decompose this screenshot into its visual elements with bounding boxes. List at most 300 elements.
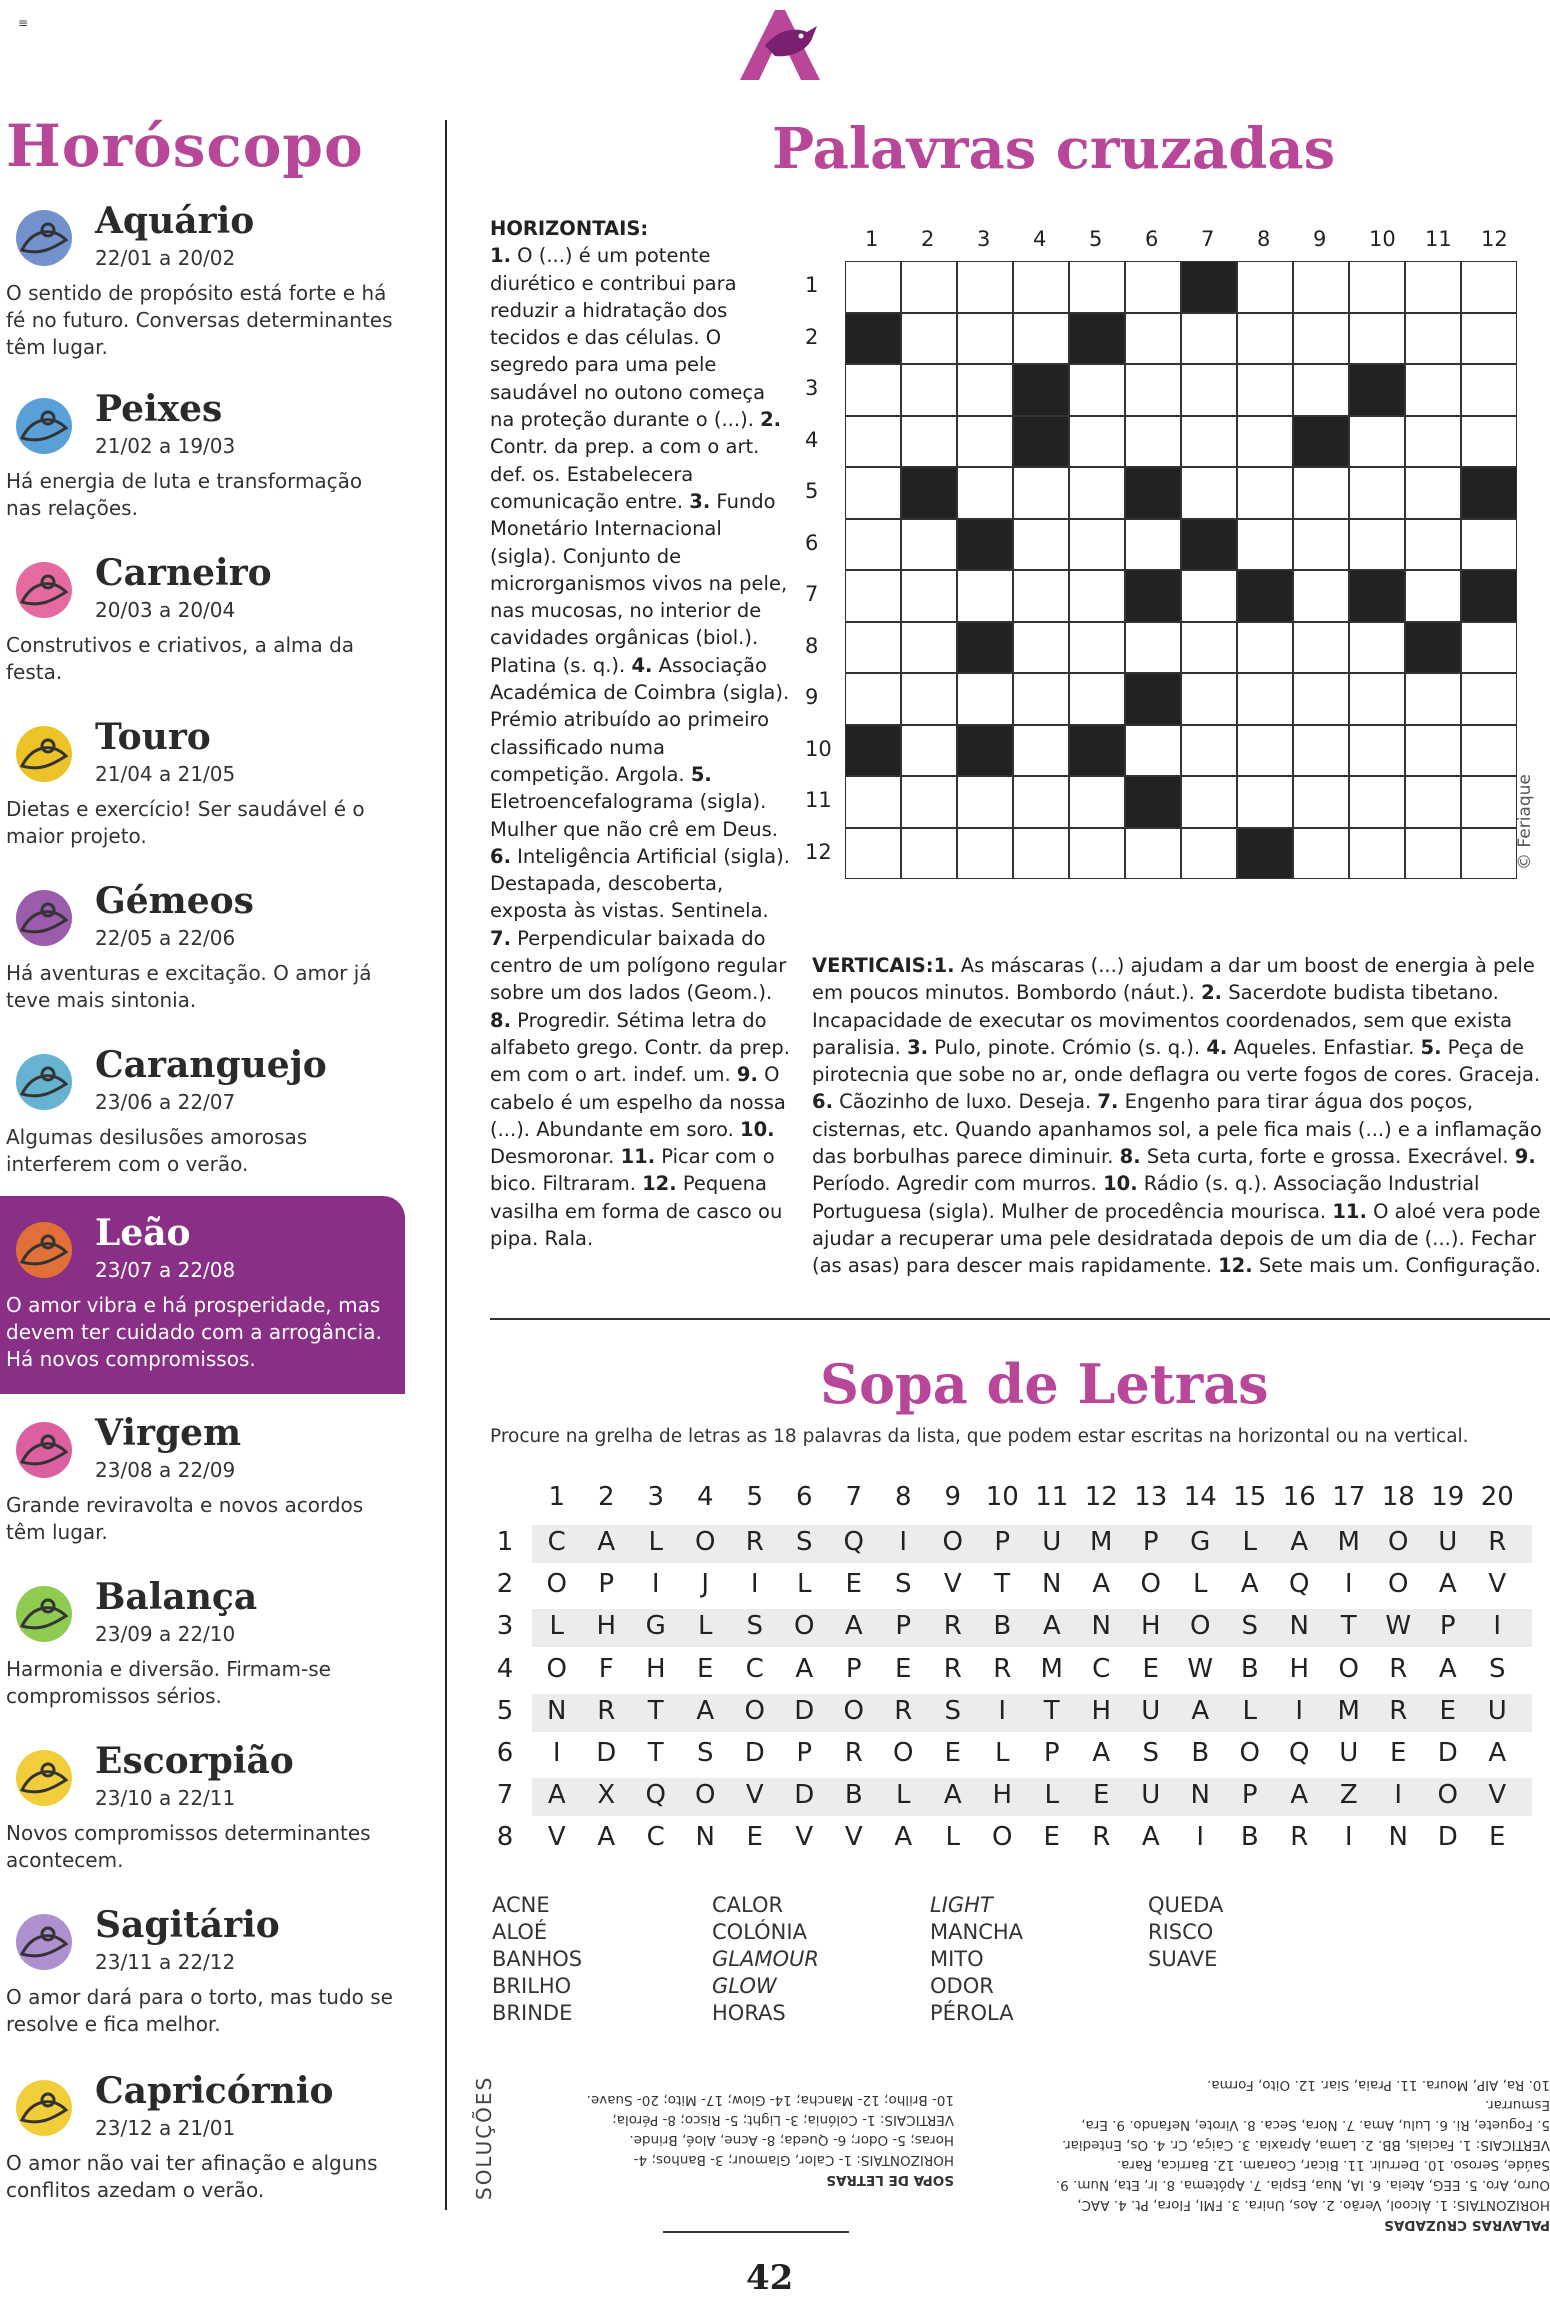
letter-cell[interactable]: A [1191, 1695, 1210, 1726]
crossword-cell[interactable] [1293, 467, 1349, 519]
crossword-cell[interactable] [1461, 725, 1517, 777]
zodiac-sign-dates: 21/04 a 21/05 [95, 762, 236, 786]
crossword-cell[interactable] [1181, 467, 1237, 519]
crossword-cell[interactable] [1013, 776, 1069, 828]
letter-cell[interactable]: N [1289, 1611, 1309, 1642]
crossword-cell[interactable] [901, 828, 957, 880]
crossword-cell[interactable] [901, 725, 957, 777]
letter-cell[interactable]: W [1385, 1611, 1412, 1642]
crossword-cell[interactable] [957, 828, 1013, 880]
letter-cell[interactable]: E [1439, 1695, 1456, 1726]
letter-cell[interactable]: X [597, 1780, 616, 1811]
crossword-cell[interactable] [1293, 828, 1349, 880]
letter-cell[interactable]: C [547, 1527, 566, 1557]
zodiac-icon [8, 388, 86, 466]
letter-cell[interactable]: J [701, 1569, 710, 1600]
crossword-cell[interactable] [1349, 416, 1405, 468]
letter-cell[interactable]: O [1190, 1611, 1211, 1642]
clue-number: 3. [689, 489, 711, 513]
crossword-cell[interactable] [901, 673, 957, 725]
letter-cell[interactable]: O [893, 1738, 914, 1768]
crossword-cell[interactable] [1013, 570, 1069, 622]
crossword-cell[interactable] [845, 673, 901, 725]
zodiac-sign-dates: 23/10 a 22/11 [95, 1786, 236, 1810]
letter-cell[interactable]: M [1090, 1527, 1113, 1557]
crossword-cell[interactable] [1237, 416, 1293, 468]
crossword-cell[interactable] [1125, 364, 1181, 416]
word-item: BRINDE [492, 2001, 573, 2025]
crossword-cell[interactable] [845, 416, 901, 468]
letter-cell[interactable]: E [1142, 1653, 1159, 1684]
crossword-cell[interactable] [1405, 364, 1461, 416]
letter-cell[interactable]: H [1140, 1611, 1161, 1642]
crossword-cell[interactable] [1293, 622, 1349, 674]
crossword-cell[interactable] [1237, 776, 1293, 828]
letter-cell[interactable]: P [994, 1527, 1011, 1557]
letter-cell[interactable]: N [547, 1695, 567, 1726]
crossword-cell[interactable] [1125, 725, 1181, 777]
crossword-cell[interactable] [1293, 261, 1349, 313]
letter-cell[interactable]: A [1488, 1738, 1507, 1768]
letter-cell[interactable]: O [1140, 1569, 1161, 1600]
letter-cell[interactable]: S [944, 1695, 961, 1726]
letter-cell[interactable]: T [1340, 1611, 1357, 1642]
letter-cell[interactable]: Z [1339, 1780, 1358, 1811]
crossword-cell[interactable] [1125, 519, 1181, 571]
letter-cell[interactable]: L [945, 1822, 960, 1853]
letter-cell[interactable]: V [547, 1822, 566, 1853]
letter-cell[interactable]: A [1438, 1569, 1457, 1600]
letter-cell[interactable]: S [1142, 1738, 1159, 1768]
letter-cell[interactable]: V [745, 1780, 764, 1811]
letter-cell[interactable]: H [645, 1653, 666, 1684]
letter-cell[interactable]: B [844, 1780, 863, 1811]
letter-cell[interactable]: E [1043, 1822, 1060, 1853]
letter-cell[interactable]: A [1240, 1569, 1259, 1600]
letter-cell[interactable]: E [697, 1653, 714, 1684]
letter-cell[interactable]: I [998, 1695, 1007, 1726]
column-number: 9 [944, 1482, 962, 1512]
crossword-cell[interactable] [1237, 313, 1293, 365]
letter-cell[interactable]: B [1191, 1738, 1210, 1768]
column-number: 20 [1480, 1482, 1514, 1512]
crossword-cell[interactable] [1461, 416, 1517, 468]
letter-cell[interactable]: H [992, 1780, 1013, 1811]
crossword-cell[interactable] [1405, 776, 1461, 828]
letter-cell[interactable]: E [895, 1653, 912, 1684]
letter-cell[interactable]: S [1241, 1611, 1258, 1642]
letter-cell[interactable]: Q [1289, 1569, 1310, 1600]
letter-cell[interactable]: O [794, 1611, 815, 1642]
letter-cell[interactable]: A [1438, 1653, 1457, 1684]
letter-cell[interactable]: I [1196, 1822, 1205, 1853]
crossword-black-cell [1125, 673, 1181, 725]
letter-cell[interactable]: D [1437, 1822, 1458, 1853]
column-divider [445, 120, 447, 2210]
letter-cell[interactable]: G [645, 1611, 666, 1642]
letter-cell[interactable]: V [943, 1569, 962, 1600]
letter-cell[interactable]: M [1337, 1695, 1360, 1726]
zodiac-icon [8, 716, 86, 794]
letter-cell[interactable]: A [1290, 1527, 1309, 1557]
letter-cell[interactable]: P [796, 1738, 813, 1768]
crossword-cell[interactable] [1181, 364, 1237, 416]
letter-cell[interactable]: P [845, 1653, 862, 1684]
crossword-cell[interactable] [1125, 828, 1181, 880]
letter-cell[interactable]: L [648, 1527, 663, 1557]
letter-cell[interactable]: S [696, 1738, 714, 1768]
crossword-cell[interactable] [1349, 467, 1405, 519]
letter-cell[interactable]: W [1187, 1653, 1214, 1684]
letter-cell[interactable]: O [695, 1527, 716, 1557]
letter-cell[interactable]: A [696, 1695, 715, 1726]
crossword-cell[interactable] [1349, 776, 1405, 828]
letter-cell[interactable]: I [1394, 1780, 1403, 1811]
letter-cell[interactable]: T [647, 1695, 664, 1726]
letter-cell[interactable]: A [894, 1822, 913, 1853]
crossword-cell[interactable] [1405, 313, 1461, 365]
crossword-cell[interactable] [1349, 673, 1405, 725]
crossword-cell[interactable] [845, 828, 901, 880]
letter-cell[interactable]: U [1487, 1695, 1507, 1726]
letter-cell[interactable]: I [750, 1569, 759, 1600]
crossword-cell[interactable] [1405, 416, 1461, 468]
crossword-cell[interactable] [1125, 622, 1181, 674]
crossword-cell[interactable] [901, 622, 957, 674]
crossword-cell[interactable] [1181, 828, 1237, 880]
crossword-cell[interactable] [1069, 416, 1125, 468]
letter-cell[interactable]: D [744, 1738, 765, 1768]
letter-cell[interactable]: R [894, 1695, 913, 1726]
crossword-cell[interactable] [1125, 261, 1181, 313]
crossword-cell[interactable] [957, 313, 1013, 365]
letter-cell[interactable]: O [843, 1695, 864, 1726]
letter-cell[interactable]: O [942, 1527, 963, 1557]
letter-cell[interactable]: U [1141, 1695, 1161, 1726]
crossword-cell[interactable] [901, 570, 957, 622]
crossword-cell[interactable] [901, 313, 957, 365]
letter-cell[interactable]: N [1388, 1822, 1408, 1853]
crossword-cell[interactable] [1405, 828, 1461, 880]
solution-line: 10- Brilho; 12- Mancha; 14- Glow; 17- Mito; 20- Suave. [586, 2092, 954, 2108]
crossword-cell[interactable] [1349, 261, 1405, 313]
zodiac-icon [8, 1412, 86, 1490]
letter-cell[interactable]: L [995, 1738, 1010, 1768]
letter-cell[interactable]: S [746, 1611, 763, 1642]
crossword-cell[interactable] [1181, 776, 1237, 828]
letter-cell[interactable]: B [1240, 1822, 1259, 1853]
crossword-cell[interactable] [1013, 519, 1069, 571]
crossword-cell[interactable] [1349, 313, 1405, 365]
crossword-cell[interactable] [1013, 313, 1069, 365]
letter-cell[interactable]: L [1242, 1695, 1257, 1726]
letter-cell[interactable]: O [695, 1780, 716, 1811]
crossword-cell[interactable] [1461, 364, 1517, 416]
crossword-cell[interactable] [1181, 673, 1237, 725]
letter-cell[interactable]: H [596, 1611, 617, 1642]
crossword-cell[interactable] [1013, 622, 1069, 674]
letter-cell[interactable]: E [1390, 1738, 1407, 1768]
crossword-cell[interactable] [1069, 673, 1125, 725]
letter-cell[interactable]: R [597, 1695, 616, 1726]
letter-cell[interactable]: L [1193, 1569, 1208, 1600]
letter-cell[interactable]: V [1488, 1569, 1507, 1600]
crossword-cell[interactable] [1237, 725, 1293, 777]
letter-cell[interactable]: A [943, 1780, 962, 1811]
letter-cell[interactable]: O [1338, 1653, 1359, 1684]
crossword-cell[interactable] [957, 570, 1013, 622]
letter-cell[interactable]: O [1388, 1527, 1409, 1557]
crossword-cell[interactable] [1069, 776, 1125, 828]
letter-cell[interactable]: B [993, 1611, 1012, 1642]
letter-cell[interactable]: N [1091, 1611, 1111, 1642]
crossword-cell[interactable] [1349, 622, 1405, 674]
letter-cell[interactable]: V [795, 1822, 814, 1853]
crossword-cell[interactable] [957, 364, 1013, 416]
letter-cell[interactable]: T [1043, 1695, 1060, 1726]
letter-cell[interactable]: I [1295, 1695, 1304, 1726]
letter-cell[interactable]: E [1093, 1780, 1110, 1811]
crossword-cell[interactable] [1405, 261, 1461, 313]
letter-cell[interactable]: N [1042, 1569, 1062, 1600]
crossword-cell[interactable] [1293, 313, 1349, 365]
crossword-cell[interactable] [1069, 622, 1125, 674]
letter-cell[interactable]: O [1437, 1780, 1458, 1811]
crossword-cell[interactable] [1181, 313, 1237, 365]
letter-cell[interactable]: R [993, 1653, 1012, 1684]
letter-cell[interactable]: R [745, 1527, 764, 1557]
crossword-cell[interactable] [901, 776, 957, 828]
zodiac-icon [8, 2070, 86, 2148]
letter-cell[interactable]: I [899, 1527, 908, 1557]
letter-cell[interactable]: F [598, 1653, 614, 1684]
crossword-cell[interactable] [957, 261, 1013, 313]
letter-cell[interactable]: P [1241, 1780, 1258, 1811]
zodiac-sign-5 [0, 880, 405, 1030]
letter-cell[interactable]: L [698, 1611, 713, 1642]
letter-cell[interactable]: H [1289, 1653, 1310, 1684]
letter-cell[interactable]: P [1142, 1527, 1159, 1557]
letter-cell[interactable]: I [1344, 1569, 1353, 1600]
crossword-cell[interactable] [1013, 725, 1069, 777]
letter-cell[interactable]: I [552, 1738, 561, 1768]
letter-cell[interactable]: H [1091, 1695, 1112, 1726]
crossword-cell[interactable] [1237, 261, 1293, 313]
crossword-cell[interactable] [1181, 416, 1237, 468]
letter-cell[interactable]: I [1344, 1822, 1353, 1853]
letter-cell[interactable]: U [1141, 1780, 1161, 1811]
letter-cell[interactable]: V [844, 1822, 863, 1853]
letter-cell[interactable]: C [745, 1653, 764, 1684]
crossword-cell[interactable] [1069, 261, 1125, 313]
letter-cell[interactable]: A [1141, 1822, 1160, 1853]
letter-cell[interactable]: L [896, 1780, 911, 1811]
letter-cell[interactable]: D [1437, 1738, 1458, 1768]
letter-cell[interactable]: O [1388, 1569, 1409, 1600]
crossword-cell[interactable] [901, 416, 957, 468]
crossword-cell[interactable] [1069, 828, 1125, 880]
letter-cell[interactable]: O [1239, 1738, 1260, 1768]
letter-cell[interactable]: A [1290, 1780, 1309, 1811]
letter-cell[interactable]: I [1493, 1611, 1502, 1642]
crossword-cell[interactable] [845, 776, 901, 828]
letter-cell[interactable]: B [1240, 1653, 1259, 1684]
crossword-cell[interactable] [1181, 622, 1237, 674]
letter-cell[interactable]: Q [1289, 1738, 1310, 1768]
crossword-cell[interactable] [1013, 467, 1069, 519]
letter-cell[interactable]: O [744, 1695, 765, 1726]
letter-cell[interactable]: D [794, 1695, 815, 1726]
menu-icon[interactable]: ≡ [18, 16, 29, 30]
crossword-cell[interactable] [1405, 725, 1461, 777]
crossword-cell[interactable] [1461, 776, 1517, 828]
letter-cell[interactable]: L [1044, 1780, 1059, 1811]
crossword-cell[interactable] [1349, 828, 1405, 880]
crossword-cell[interactable] [1349, 725, 1405, 777]
crossword-cell[interactable] [1293, 776, 1349, 828]
crossword-cell[interactable] [1013, 673, 1069, 725]
crossword-cell[interactable] [845, 570, 901, 622]
letter-cell[interactable]: A [597, 1527, 616, 1557]
crossword-cell[interactable] [1405, 570, 1461, 622]
letter-cell[interactable]: R [943, 1611, 962, 1642]
letter-cell[interactable]: O [992, 1822, 1013, 1853]
letter-cell[interactable]: R [844, 1738, 863, 1768]
crossword-cell[interactable] [1405, 467, 1461, 519]
letter-cell[interactable]: A [597, 1822, 616, 1853]
letter-cell[interactable]: S [1488, 1653, 1506, 1684]
letter-cell[interactable]: E [1489, 1822, 1506, 1853]
letter-cell[interactable]: E [845, 1569, 862, 1600]
crossword-cell[interactable] [1461, 261, 1517, 313]
crossword-cell[interactable] [1349, 519, 1405, 571]
letter-cell[interactable]: A [1092, 1738, 1111, 1768]
letter-cell[interactable]: S [894, 1569, 912, 1600]
letter-cell[interactable]: R [1389, 1695, 1408, 1726]
crossword-cell[interactable] [957, 776, 1013, 828]
crossword-cell[interactable] [1237, 519, 1293, 571]
letter-cell[interactable]: P [598, 1569, 615, 1600]
crossword-cell[interactable] [1293, 725, 1349, 777]
letter-cell[interactable]: A [547, 1780, 566, 1811]
crossword-cell[interactable] [901, 519, 957, 571]
crossword-cell[interactable] [1405, 673, 1461, 725]
letter-cell[interactable]: D [794, 1780, 815, 1811]
letter-cell[interactable]: N [1190, 1780, 1210, 1811]
letter-cell[interactable]: U [1339, 1738, 1359, 1768]
crossword-cell[interactable] [1069, 570, 1125, 622]
letter-cell[interactable]: A [1092, 1569, 1111, 1600]
letter-cell[interactable]: C [1092, 1653, 1111, 1684]
crossword-cell[interactable] [1237, 673, 1293, 725]
crossword-cell[interactable] [1069, 519, 1125, 571]
crossword-cell[interactable] [957, 673, 1013, 725]
letter-cell[interactable]: T [647, 1738, 664, 1768]
letter-cell[interactable]: U [1438, 1527, 1458, 1557]
crossword-cell[interactable] [1293, 673, 1349, 725]
crossword-cell[interactable] [1461, 673, 1517, 725]
crossword-cell[interactable] [1293, 570, 1349, 622]
crossword-cell[interactable] [901, 364, 957, 416]
letter-cell[interactable]: I [651, 1569, 660, 1600]
letter-cell[interactable]: G [1190, 1527, 1211, 1557]
crossword-cell[interactable] [1405, 519, 1461, 571]
crossword-cell[interactable] [1069, 467, 1125, 519]
crossword-cell[interactable] [845, 364, 901, 416]
letter-cell[interactable]: D [596, 1738, 617, 1768]
crossword-cell[interactable] [845, 519, 901, 571]
letter-cell[interactable]: O [546, 1653, 567, 1684]
crossword-cell[interactable] [1293, 519, 1349, 571]
letter-cell[interactable]: R [1389, 1653, 1408, 1684]
letter-cell[interactable]: R [1488, 1527, 1507, 1557]
letter-cell[interactable]: N [695, 1822, 715, 1853]
letter-cell[interactable]: Q [843, 1527, 864, 1557]
crossword-cell[interactable] [1461, 519, 1517, 571]
letter-cell[interactable]: L [797, 1569, 812, 1600]
letter-cell[interactable]: P [1043, 1738, 1060, 1768]
crossword-black-cell [1405, 622, 1461, 674]
crossword-cell[interactable] [1461, 313, 1517, 365]
crossword-cell[interactable] [957, 467, 1013, 519]
crossword-cell[interactable] [1125, 313, 1181, 365]
crossword-cell[interactable] [1461, 828, 1517, 880]
letter-cell[interactable]: R [943, 1653, 962, 1684]
crossword-cell[interactable] [1293, 364, 1349, 416]
crossword-solutions [1030, 2075, 1550, 2235]
letter-cell[interactable]: P [895, 1611, 912, 1642]
letter-cell[interactable]: E [746, 1822, 763, 1853]
crossword-cell[interactable] [1069, 364, 1125, 416]
crossword-cell[interactable] [957, 416, 1013, 468]
letter-cell[interactable]: R [1092, 1822, 1111, 1853]
letter-cell[interactable]: M [1040, 1653, 1063, 1684]
letter-cell[interactable]: A [1042, 1611, 1061, 1642]
crossword-cell[interactable] [1181, 725, 1237, 777]
crossword-cell[interactable] [845, 467, 901, 519]
letter-cell[interactable]: L [1242, 1527, 1257, 1557]
letter-cell[interactable]: P [1439, 1611, 1456, 1642]
letter-cell[interactable]: U [1042, 1527, 1062, 1557]
letter-cell[interactable]: S [795, 1527, 813, 1557]
letter-cell[interactable]: L [549, 1611, 564, 1642]
crossword-cell[interactable] [1237, 622, 1293, 674]
crossword-black-cell [1125, 570, 1181, 622]
letter-cell[interactable]: V [1488, 1780, 1507, 1811]
crossword-cell[interactable] [1013, 261, 1069, 313]
letter-cell[interactable]: A [795, 1653, 814, 1684]
row-number: 6 [805, 530, 819, 555]
letter-cell[interactable]: C [646, 1822, 665, 1853]
letter-cell[interactable]: A [844, 1611, 863, 1642]
crossword-cell[interactable] [1013, 828, 1069, 880]
letter-cell[interactable]: M [1337, 1527, 1360, 1557]
crossword-cell[interactable] [1125, 416, 1181, 468]
letter-cell[interactable]: R [1290, 1822, 1309, 1853]
zodiac-sign-text: Dietas e exercício! Ser saudável é o maior projeto. [6, 797, 365, 848]
crossword-cell[interactable] [1181, 570, 1237, 622]
crossword-cell[interactable] [845, 261, 901, 313]
crossword-cell[interactable] [1237, 467, 1293, 519]
crossword-cell[interactable] [845, 622, 901, 674]
letter-cell[interactable]: T [994, 1569, 1011, 1600]
crossword-cell[interactable] [901, 261, 957, 313]
crossword-cell[interactable] [1461, 622, 1517, 674]
letter-cell[interactable]: E [944, 1738, 961, 1768]
letter-cell[interactable]: Q [645, 1780, 666, 1811]
letter-cell[interactable]: O [546, 1569, 567, 1600]
crossword-cell[interactable] [1237, 364, 1293, 416]
